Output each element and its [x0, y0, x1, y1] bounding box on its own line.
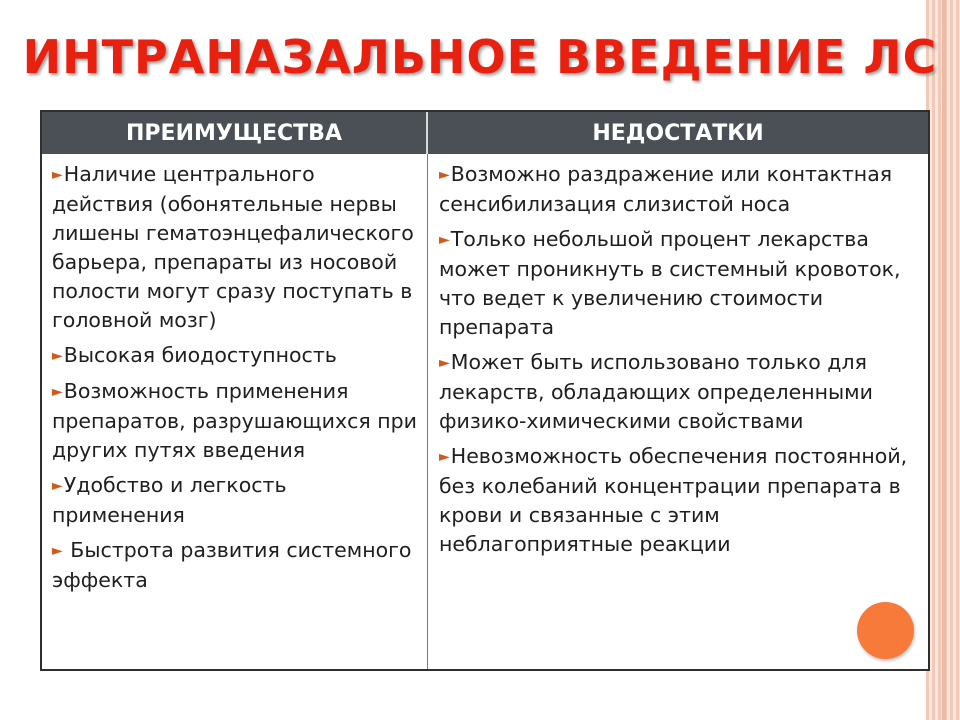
triangle-bullet-icon: ►	[52, 543, 63, 559]
triangle-bullet-icon: ►	[52, 384, 63, 400]
advantage-text: Высокая биодоступность	[63, 343, 337, 367]
list-item	[439, 348, 920, 436]
slide-title: ИНТРАНАЗАЛЬНОЕ ВВЕДЕНИЕ ЛС	[22, 30, 938, 84]
disadvantage-text: Может быть использовано только для лекарств, обладающих определенными физико-химическими свойствами	[439, 350, 873, 433]
disadvantage-text: Только небольшой процент лекарства может проникнуть в системный кровоток, что ведет к увеличению стоимости препарата	[439, 227, 901, 339]
decorative-stripe-line	[942, 0, 946, 720]
list-item	[52, 160, 419, 335]
triangle-bullet-icon: ►	[52, 167, 63, 183]
advantage-text: Возможность применения препаратов, разрушающихся при других путях введения	[52, 379, 417, 462]
advantage-text: Наличие центрального действия (обонятельные нервы лишены гематоэнцефалического барьера, препараты из носовой полости могут сразу поступать в головной мозг)	[52, 162, 414, 332]
disadvantages-header: НЕДОСТАТКИ	[592, 121, 764, 146]
advantages-header: ПРЕИМУЩЕСТВА	[42, 112, 428, 154]
advantage-text: Удобство и легкость применения	[52, 473, 287, 527]
list-item	[52, 536, 419, 595]
triangle-bullet-icon: ►	[439, 449, 450, 465]
triangle-bullet-icon: ►	[439, 167, 450, 183]
list-item	[439, 225, 920, 342]
list-item	[439, 442, 920, 559]
comparison-table	[40, 110, 930, 671]
triangle-bullet-icon: ►	[439, 232, 450, 248]
list-item	[52, 377, 419, 465]
advantage-text: Быстрота развития системного эффекта	[52, 538, 412, 592]
list-item	[439, 160, 920, 219]
triangle-bullet-icon: ►	[439, 355, 450, 371]
list-item	[52, 341, 419, 371]
advantages-column	[42, 154, 428, 669]
triangle-bullet-icon: ►	[52, 478, 63, 494]
disadvantage-text: Невозможность обеспечения постоянной, без колебаний концентрации препарата в крови и связанные с этим неблагоприятные реакции	[439, 444, 908, 556]
decorative-circle	[857, 602, 914, 659]
triangle-bullet-icon: ►	[52, 348, 63, 364]
table-header	[42, 112, 928, 154]
disadvantages-column	[428, 154, 928, 669]
list-item	[52, 471, 419, 530]
disadvantage-text: Возможно раздражение или контактная сенсибилизация слизистой носа	[439, 162, 893, 216]
